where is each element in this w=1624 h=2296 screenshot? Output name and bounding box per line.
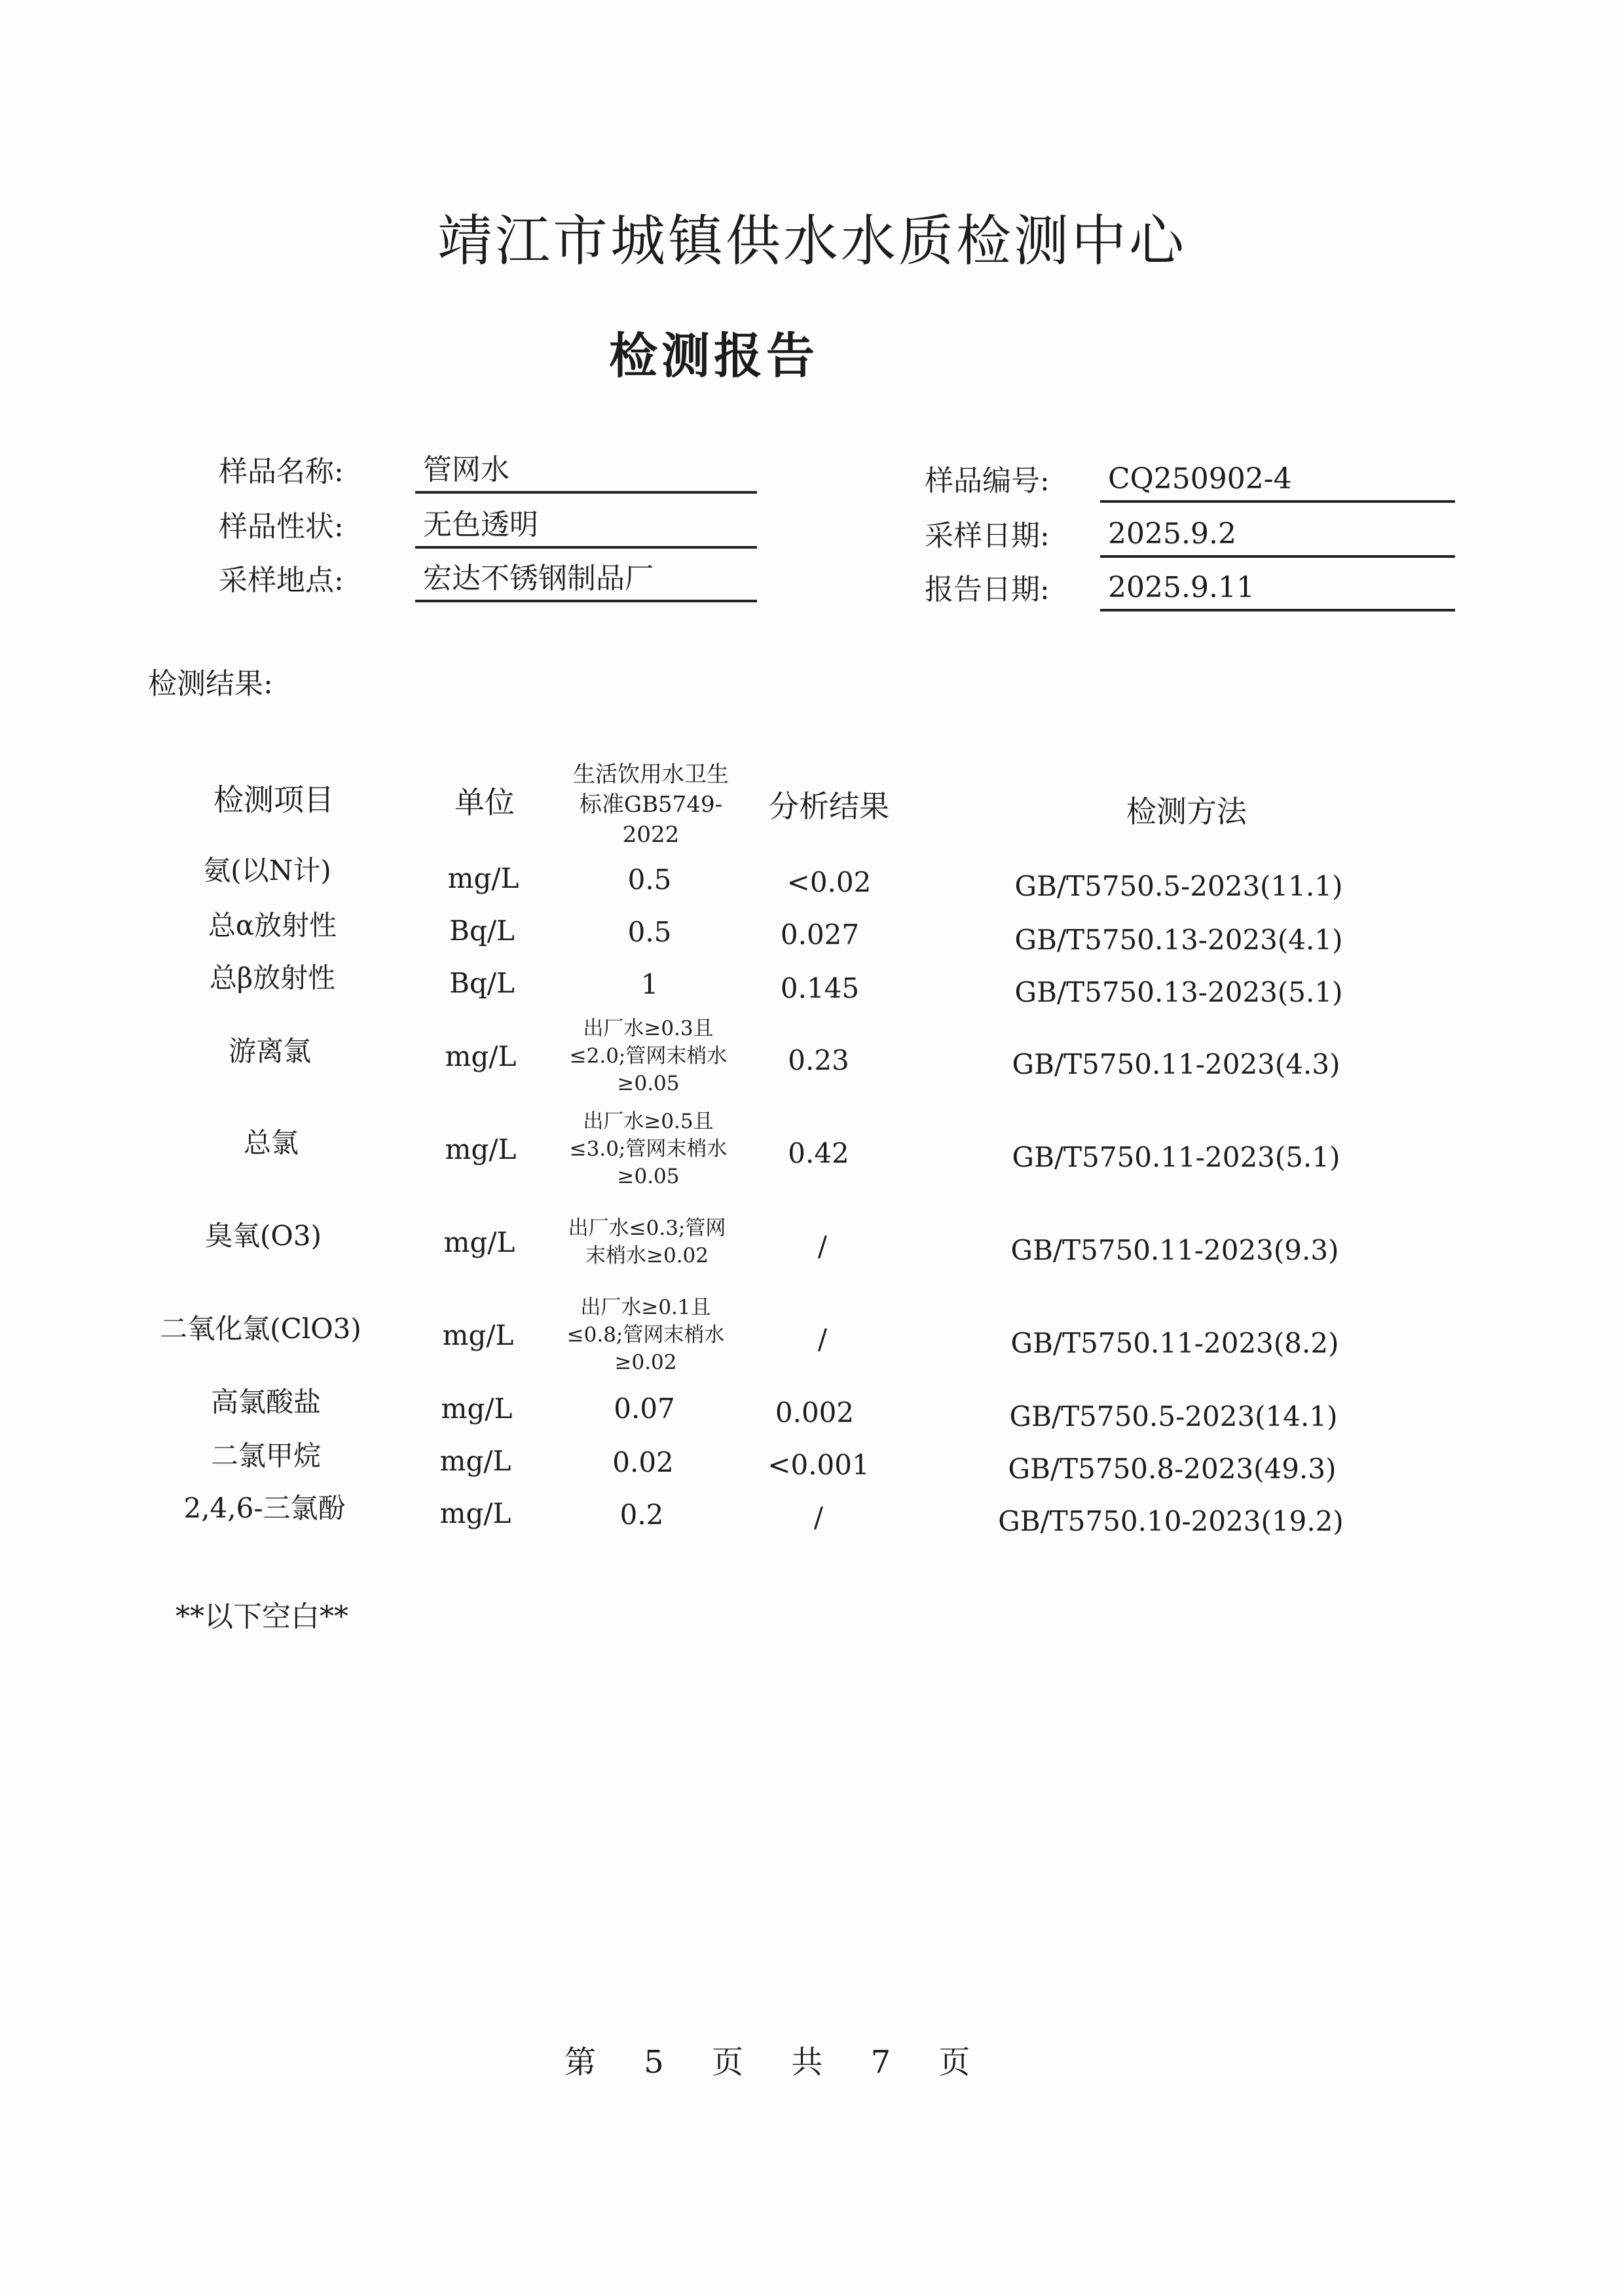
row-5-result: /: [817, 1230, 828, 1262]
row-7-method: GB/T5750.5-2023(14.1): [1009, 1400, 1338, 1432]
row-7-result: 0.002: [775, 1396, 855, 1429]
row-2-unit: Bq/L: [449, 966, 515, 999]
row-5-standard: 出厂水≤0.3;管网末梢水≥0.02: [568, 1216, 726, 1267]
row-2-standard: 1: [640, 968, 659, 1000]
sampling-date-label: 采样日期:: [925, 519, 1050, 553]
sampling-date-value: 2025.9.2: [1100, 513, 1455, 558]
row-5-unit: mg/L: [443, 1226, 515, 1258]
org-title: 靖江市城镇供水水质检测中心: [437, 209, 1187, 273]
sample-property-value: 无色透明: [415, 504, 757, 549]
report-date-value: 2025.9.11: [1100, 567, 1455, 611]
row-3-item: 游离氯: [228, 1034, 312, 1067]
row-1-item: 总α放射性: [208, 909, 337, 941]
sample-property-label: 样品性状:: [219, 510, 344, 543]
row-8-unit: mg/L: [439, 1444, 511, 1477]
row-9-result: /: [813, 1501, 824, 1533]
row-9-unit: mg/L: [439, 1497, 511, 1529]
row-9-standard: 0.2: [619, 1498, 664, 1531]
row-0-result: <0.02: [786, 866, 872, 898]
row-4-item: 总氯: [243, 1126, 299, 1159]
row-4-standard: 出厂水≥0.5且≤3.0;管网末梢水≥0.05: [569, 1110, 728, 1188]
header-method: 检测方法: [1126, 793, 1247, 829]
row-3-unit: mg/L: [445, 1040, 517, 1072]
sampling-location-value: 宏达不锈钢制品厂: [415, 558, 757, 602]
row-0-item: 氨(以N计): [203, 854, 331, 886]
sample-name-label: 样品名称:: [219, 455, 344, 488]
report-title: 检测报告: [609, 328, 819, 384]
report-date-label: 报告日期:: [925, 573, 1050, 606]
row-8-standard: 0.02: [612, 1446, 674, 1478]
row-2-result: 0.145: [780, 972, 860, 1004]
row-2-method: GB/T5750.13-2023(5.1): [1014, 975, 1343, 1008]
header-standard: 生活饮用水卫生标准GB5749-2022: [573, 761, 729, 848]
row-8-item: 二氯甲烷: [210, 1439, 322, 1472]
row-6-unit: mg/L: [442, 1319, 514, 1351]
row-9-method: GB/T5750.10-2023(19.2): [998, 1504, 1344, 1537]
row-7-standard: 0.07: [614, 1392, 675, 1425]
row-4-result: 0.42: [788, 1137, 849, 1169]
blank-note: **以下空白**: [175, 1600, 348, 1633]
row-6-method: GB/T5750.11-2023(8.2): [1010, 1326, 1339, 1359]
row-8-result: <0.001: [767, 1448, 870, 1481]
row-6-standard: 出厂水≥0.1且≤0.8;管网末梢水≥0.02: [566, 1296, 725, 1374]
row-6-item: 二氧化氯(ClO3): [160, 1312, 361, 1345]
sample-number-value: CQ250902-4: [1100, 458, 1455, 503]
row-7-item: 高氯酸盐: [210, 1385, 322, 1418]
row-1-result: 0.027: [780, 918, 860, 951]
row-6-result: /: [817, 1322, 828, 1355]
row-0-standard: 0.5: [627, 863, 672, 896]
row-4-method: GB/T5750.11-2023(5.1): [1012, 1140, 1340, 1173]
header-unit: 单位: [454, 784, 515, 820]
row-1-method: GB/T5750.13-2023(4.1): [1014, 923, 1343, 956]
row-9-item: 2,4,6-三氯酚: [183, 1491, 346, 1524]
row-7-unit: mg/L: [441, 1392, 513, 1425]
row-5-method: GB/T5750.11-2023(9.3): [1010, 1233, 1339, 1266]
row-1-unit: Bq/L: [449, 914, 515, 947]
row-3-standard: 出厂水≥0.3且≤2.0;管网末梢水≥0.05: [569, 1017, 728, 1095]
row-5-item: 臭氧(O3): [205, 1219, 322, 1252]
row-8-method: GB/T5750.8-2023(49.3): [1008, 1452, 1337, 1485]
row-3-method: GB/T5750.11-2023(4.3): [1012, 1048, 1340, 1080]
row-0-method: GB/T5750.5-2023(11.1): [1014, 869, 1343, 902]
row-2-item: 总β放射性: [209, 961, 336, 994]
header-item: 检测项目: [213, 782, 334, 818]
header-result: 分析结果: [769, 788, 889, 824]
row-0-unit: mg/L: [447, 862, 519, 894]
page-number-footer: 第 5 页 共 7 页: [564, 2044, 980, 2081]
row-4-unit: mg/L: [445, 1133, 517, 1165]
sample-number-label: 样品编号:: [925, 464, 1050, 498]
row-1-standard: 0.5: [627, 915, 672, 948]
results-heading: 检测结果:: [148, 667, 273, 701]
sampling-location-label: 采样地点:: [219, 564, 344, 597]
sample-name-value: 管网水: [415, 449, 757, 494]
row-3-result: 0.23: [788, 1044, 849, 1076]
